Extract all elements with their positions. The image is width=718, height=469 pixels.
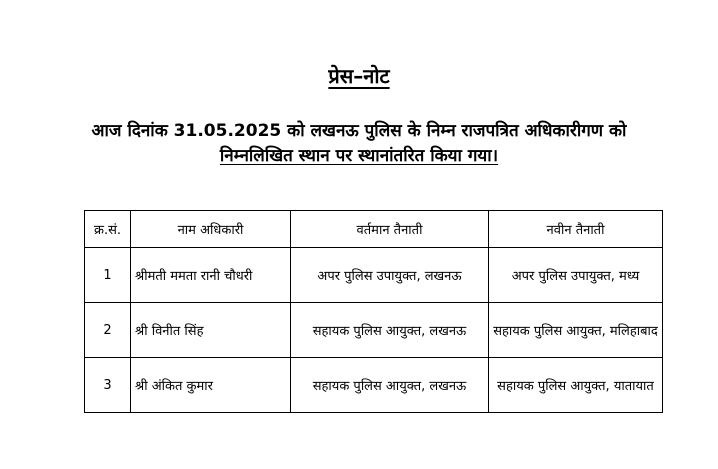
cell-serial: 3: [85, 358, 131, 413]
cell-officer-name: श्री अंकित कुमार: [131, 358, 291, 413]
table-row: [85, 303, 663, 358]
cell-serial: 1: [85, 248, 131, 303]
cell-current-posting: सहायक पुलिस आयुक्त, लखनऊ: [291, 358, 489, 413]
header-serial: क्र.सं.: [85, 211, 131, 248]
table-row: [85, 248, 663, 303]
cell-new-posting: सहायक पुलिस आयुक्त, यातायात: [489, 358, 663, 413]
intro-line-1: आज दिनांक 31.05.2025 को लखनऊ पुलिस के निम्न राजपत्रित अधिकारीगण को: [91, 121, 627, 141]
cell-new-posting: अपर पुलिस उपायुक्त, मध्य: [489, 248, 663, 303]
transfer-table: [84, 210, 663, 413]
page-title-text: प्रेस–नोट: [328, 64, 390, 88]
cell-serial: 2: [85, 303, 131, 358]
header-officer-name: नाम अधिकारी: [131, 211, 291, 248]
intro-line-2: [0, 143, 718, 166]
header-current-posting: वर्तमान तैनाती: [291, 211, 489, 248]
table-row: [85, 358, 663, 413]
cell-current-posting: सहायक पुलिस आयुक्त, लखनऊ: [291, 303, 489, 358]
cell-current-posting: अपर पुलिस उपायुक्त, लखनऊ: [291, 248, 489, 303]
cell-new-posting: सहायक पुलिस आयुक्त, मलिहाबाद: [489, 303, 663, 358]
intro-line-2-text: निम्नलिखित स्थान पर स्थानांतरित किया गया।: [219, 146, 499, 166]
page-title: [0, 62, 718, 89]
cell-officer-name: श्रीमती ममता रानी चौधरी: [131, 248, 291, 303]
table-header-row: [85, 211, 663, 248]
header-new-posting: नवीन तैनाती: [489, 211, 663, 248]
cell-officer-name: श्री विनीत सिंह: [131, 303, 291, 358]
